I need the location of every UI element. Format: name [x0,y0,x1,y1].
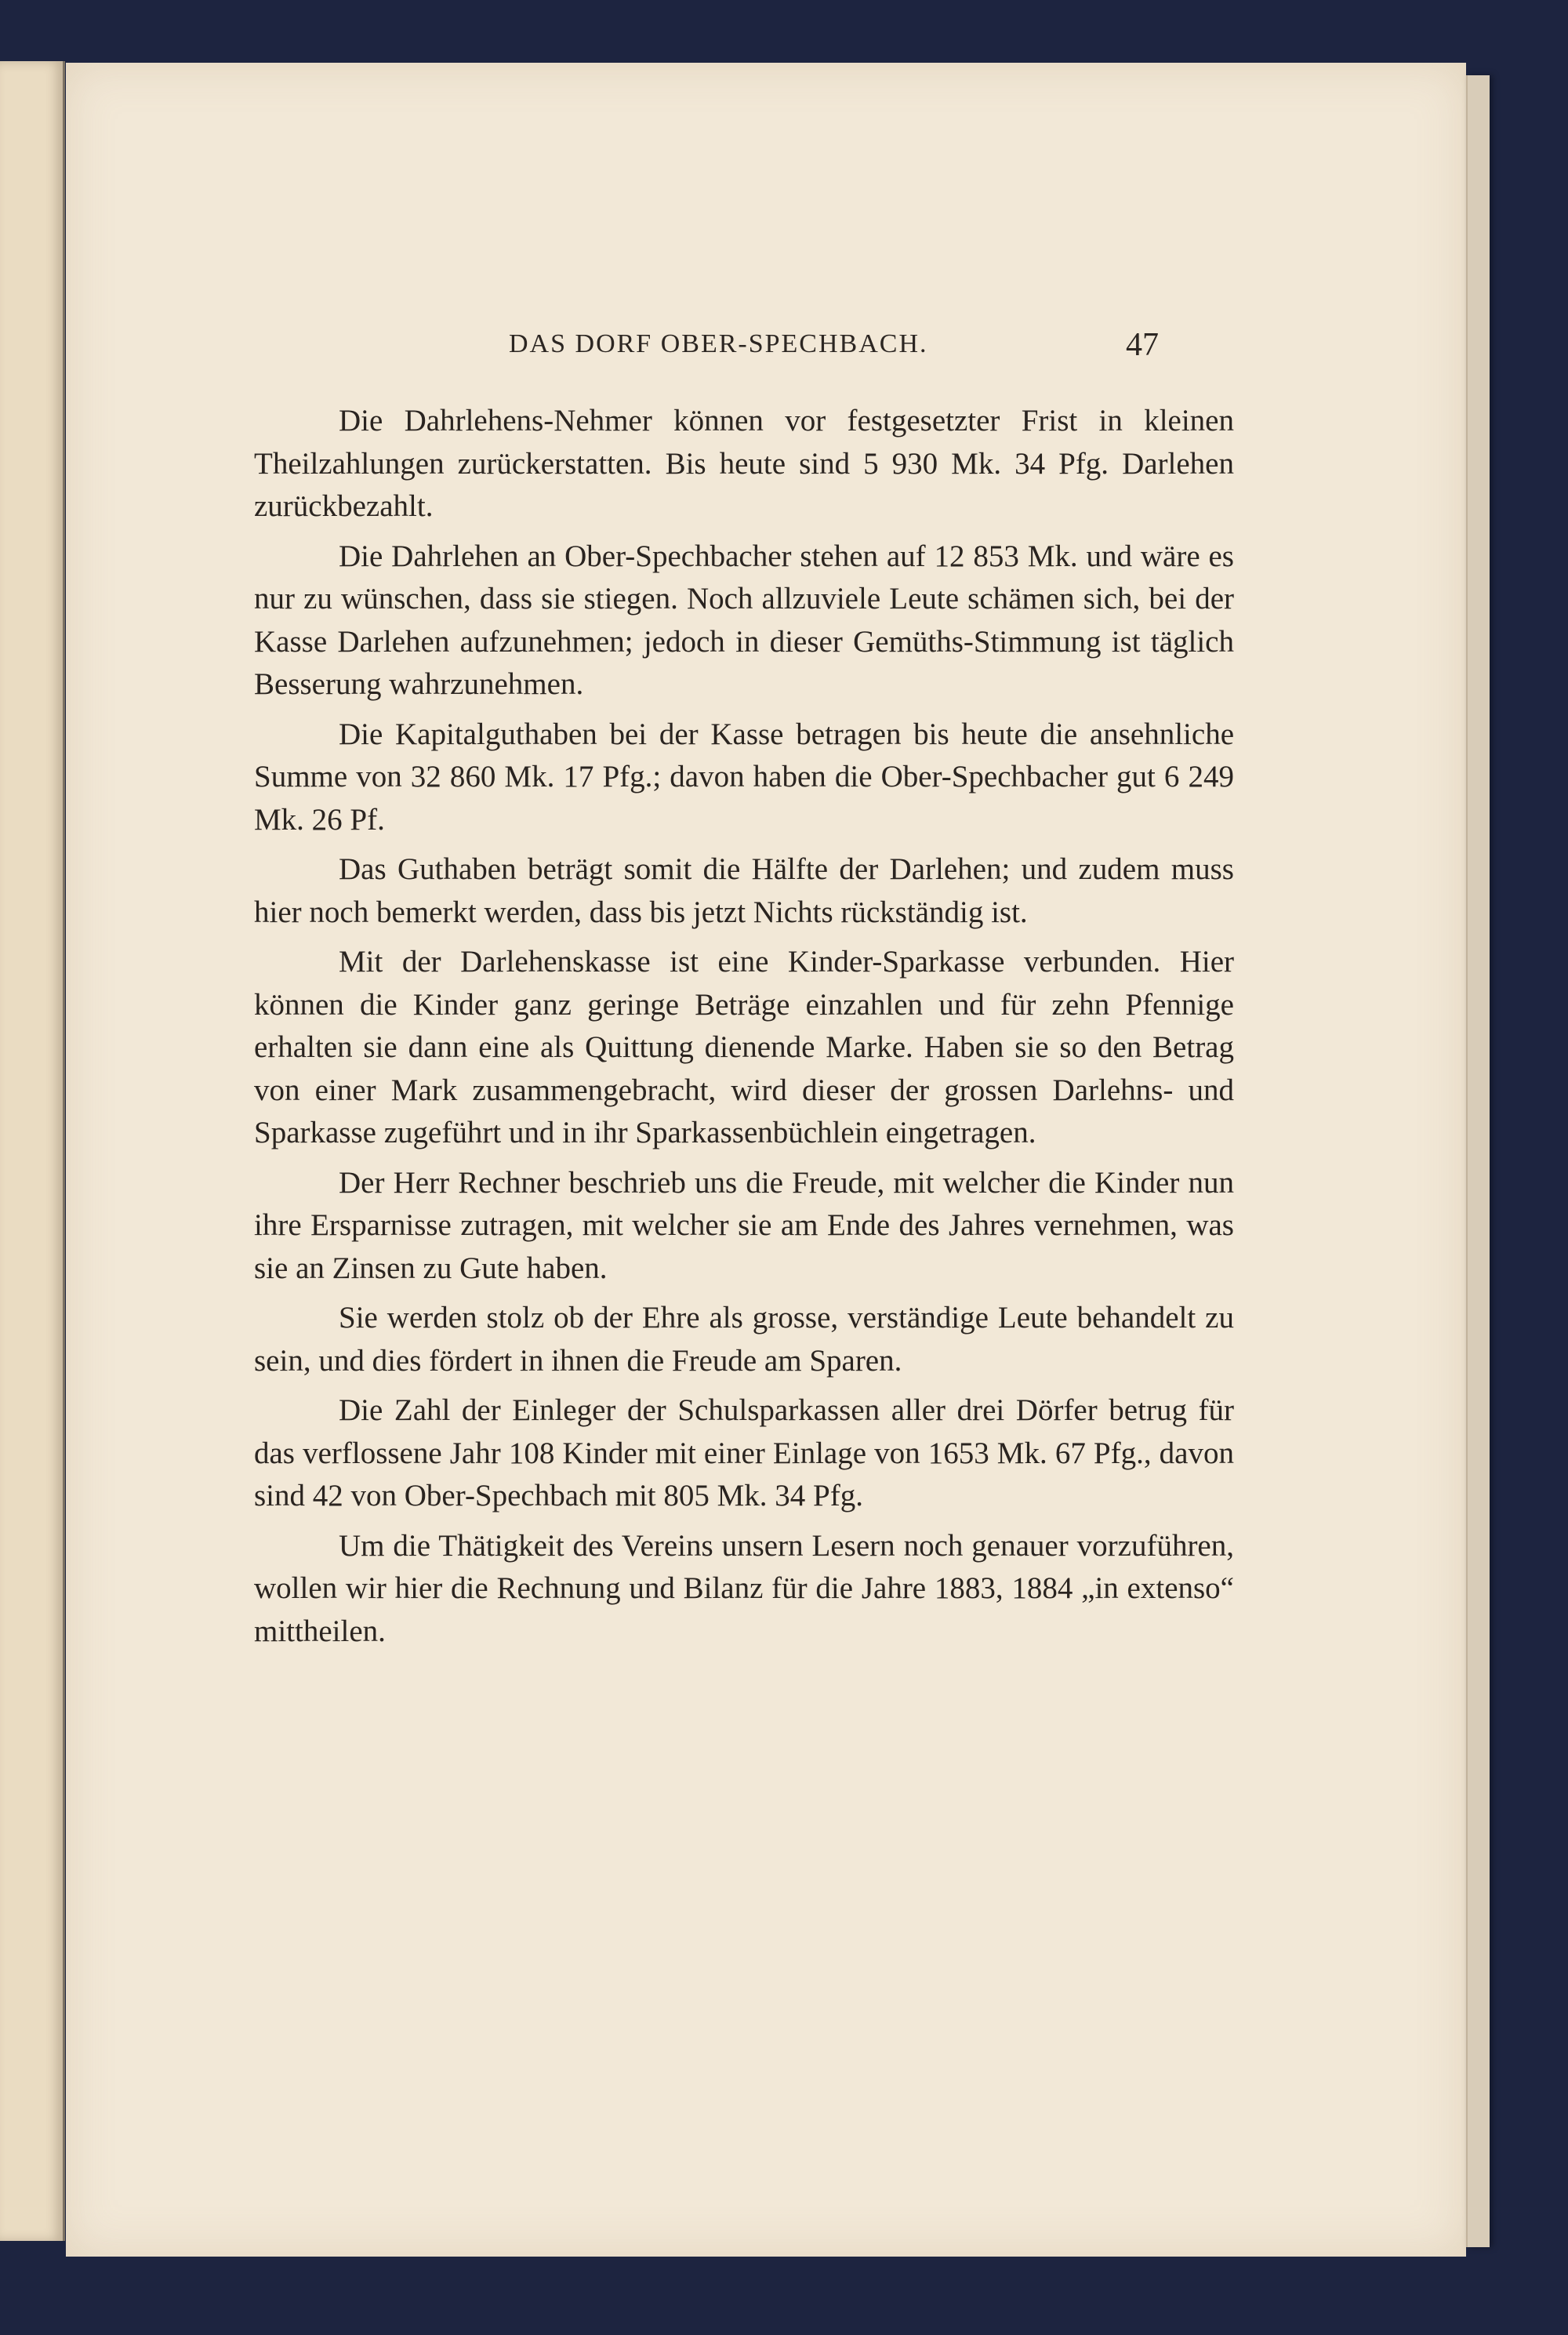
book-page [66,63,1466,2257]
page-fore-edge [1466,75,1490,2247]
paragraph: Um die Thätigkeit des Vereins unsern Lesern noch genauer vorzuführen, wollen wir hier die Rechnung und Bilanz für die Jahre 1883, 1884 „in extenso“ mittheilen. [254,1528,1234,1648]
paragraph: Die Dahrlehen an Ober-Spechbacher stehen auf 12 853 Mk. und wäre es nur zu wünschen, dass sie stiegen. Noch allzuviele Leute schämen sich, bei der Kasse Darlehen aufzunehmen; jedoch in dieser Gemüths-Stimmung ist täglich Besserung wahrzunehmen. [254,539,1234,701]
facing-page-edge [0,61,65,2241]
page-header [66,329,1466,373]
paragraph: Mit der Darlehenskasse ist eine Kinder-Sparkasse verbunden. Hier können die Kinder ganz geringe Beträge einzahlen und für zehn Pfennige erhalten sie dann eine als Quittung dienende Marke. Haben sie so den Betrag von einer Mark zusammengebracht, wird dieser der grossen Darlehns- und Sparkasse zugeführt und in ihr Sparkassenbüchlein eingetragen. [254,945,1234,1149]
body-text [254,400,1234,1660]
paragraph: Die Zahl der Einleger der Schulsparkassen aller drei Dörfer betrug für das verflossene Jahr 108 Kinder mit einer Einlage von 1653 Mk. 67 Pfg., davon sind 42 von Ober-Spechbach mit 805 Mk. 34 Pfg. [254,1393,1234,1512]
paragraph: Der Herr Rechner beschrieb uns die Freude, mit welcher die Kinder nun ihre Ersparnisse zutragen, mit welcher sie am Ende des Jahres vernehmen, was sie an Zinsen zu Gute haben. [254,1165,1234,1285]
running-head: DAS DORF OBER-SPECHBACH. [509,329,928,358]
paragraph: Die Kapitalguthaben bei der Kasse betragen bis heute die ansehnliche Summe von 32 860 Mk. 17 Pfg.; davon haben die Ober-Spechbacher gut 6 249 Mk. 26 Pf. [254,717,1234,837]
paragraph: Sie werden stolz ob der Ehre als grosse, verständige Leute behandelt zu sein, und dies fördert in ihnen die Freude am Sparen. [254,1301,1234,1378]
page-number: 47 [1126,327,1159,363]
paragraph: Das Guthaben beträgt somit die Hälfte der Darlehen; und zudem muss hier noch bemerkt werden, dass bis jetzt Nichts rückständig ist. [254,852,1234,929]
paragraph: Die Dahrlehens-Nehmer können vor festgesetzter Frist in kleinen Theilzahlungen zurückerstatten. Bis heute sind 5 930 Mk. 34 Pfg. Darlehen zurückbezahlt. [254,404,1234,523]
